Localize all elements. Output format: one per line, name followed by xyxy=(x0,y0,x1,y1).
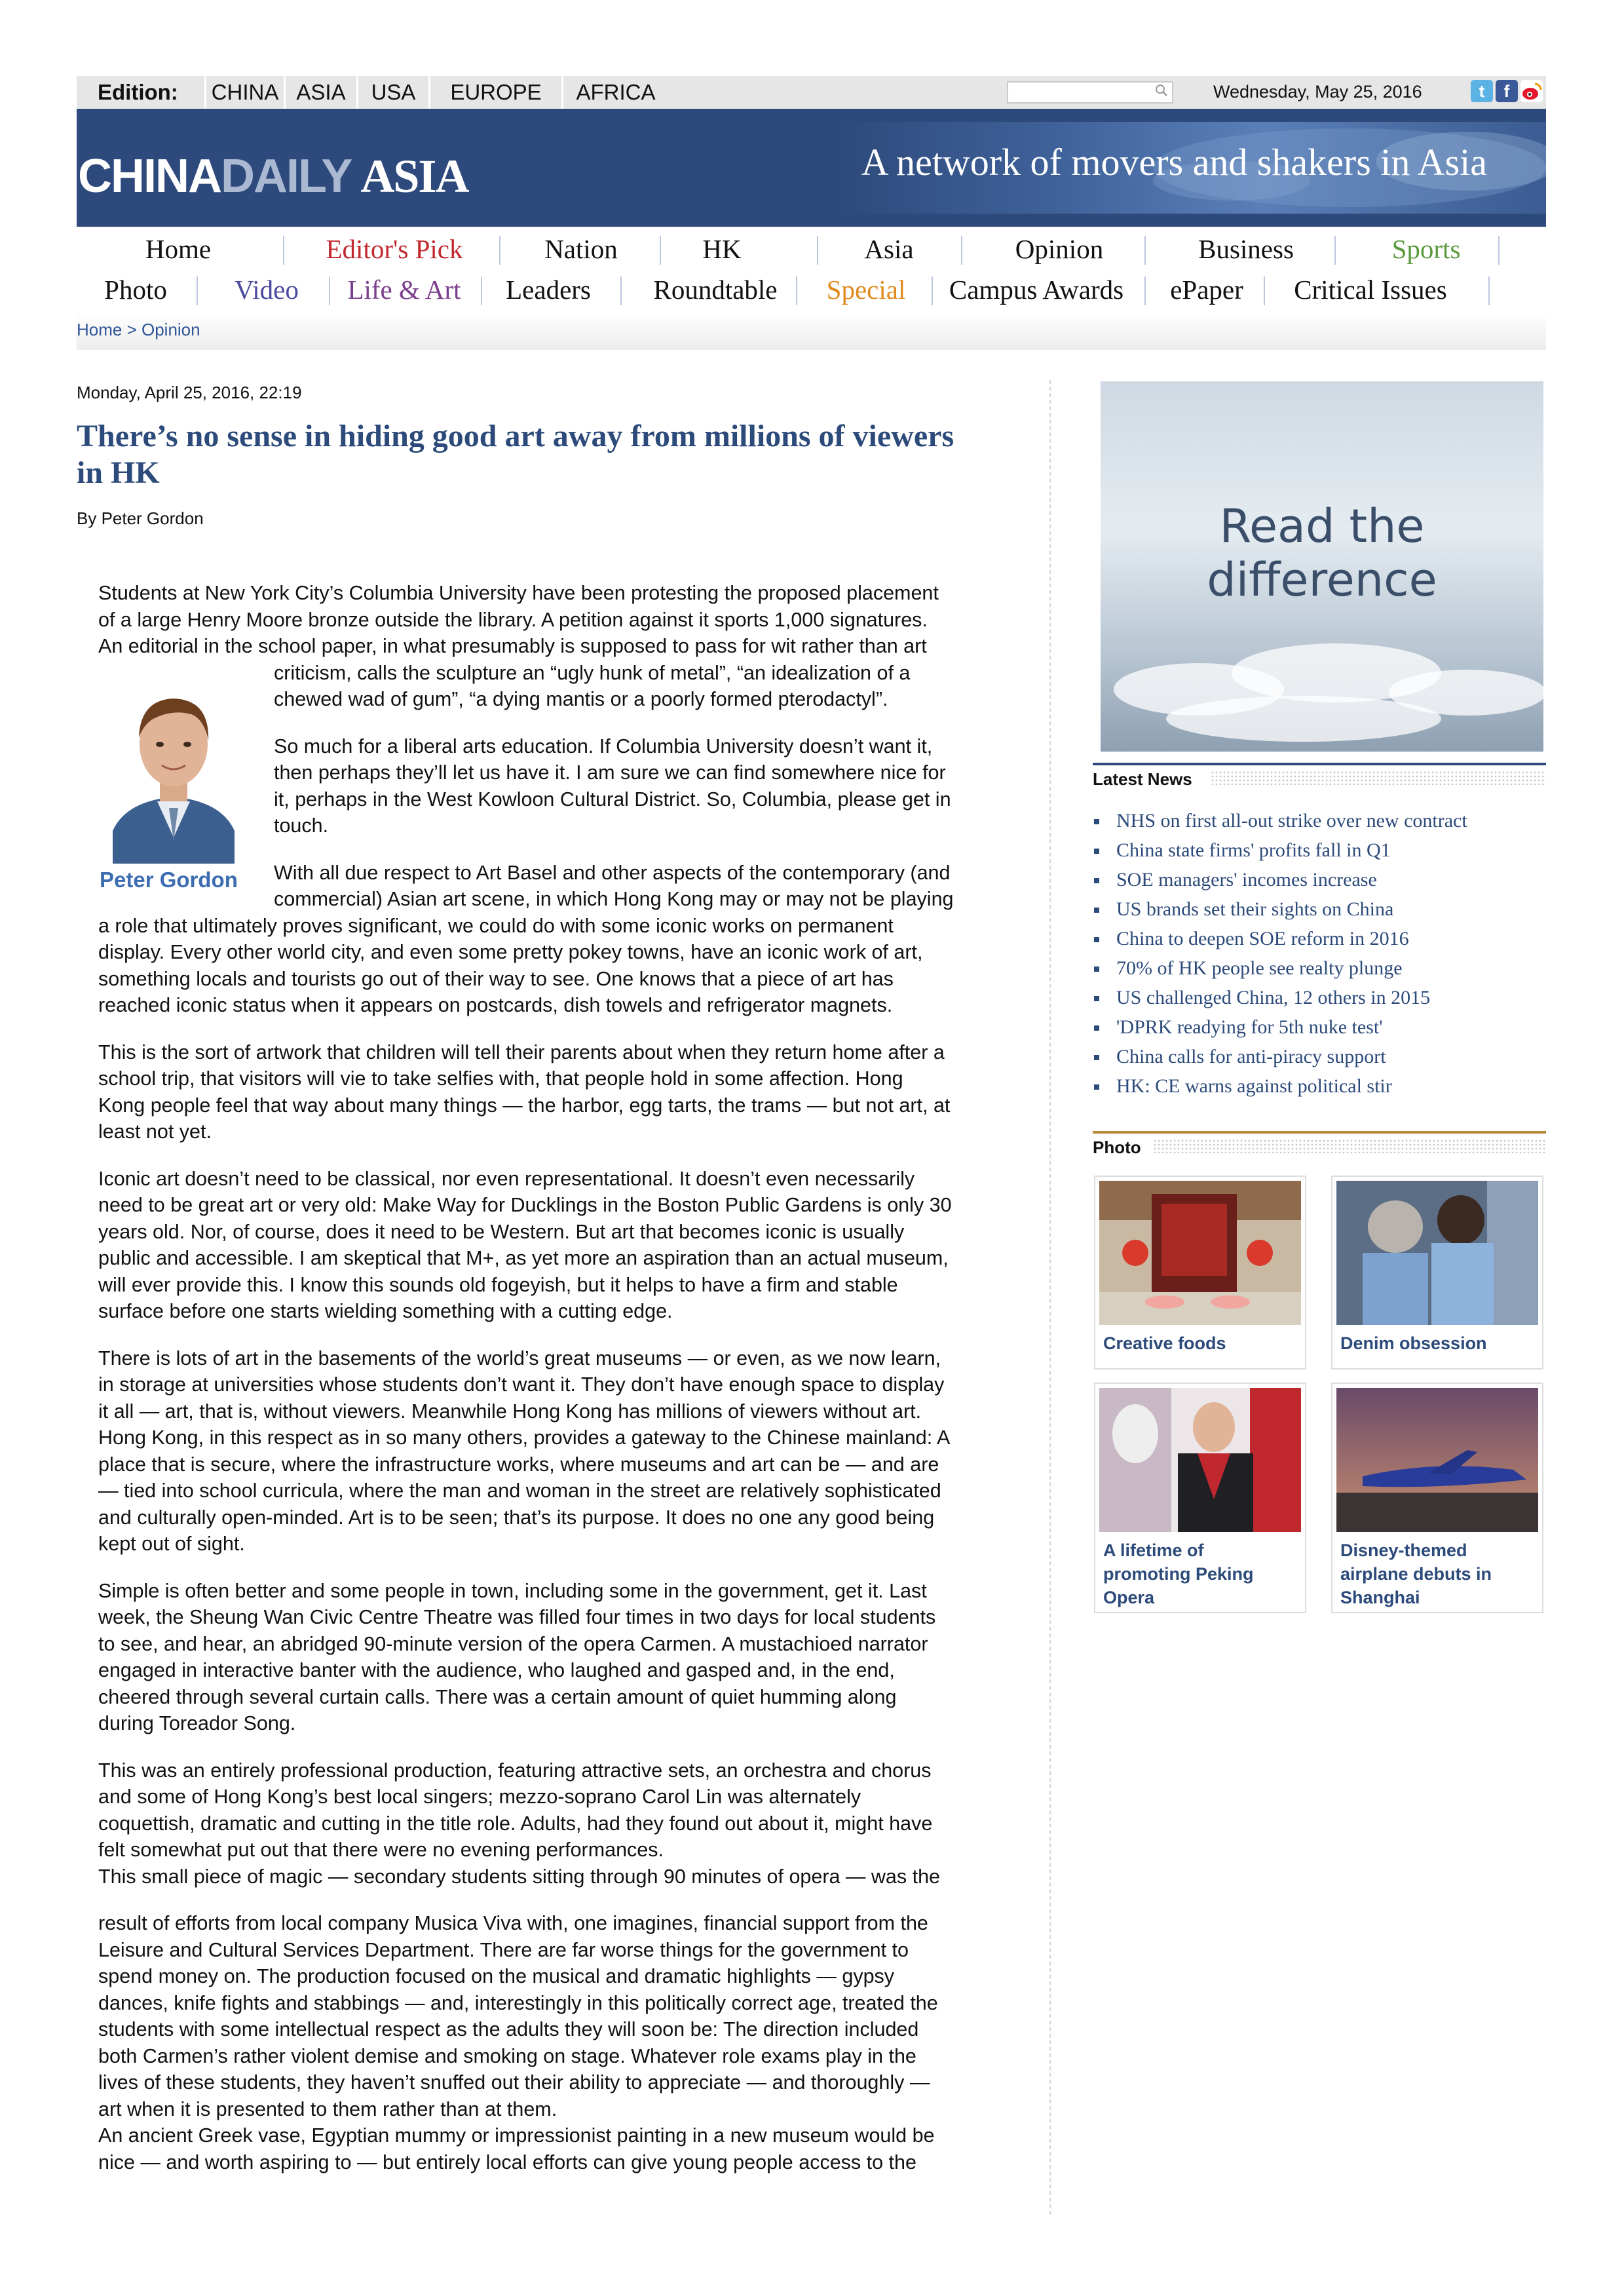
latest-news-link[interactable]: 'DPRK readying for 5th nuke test' xyxy=(1116,1016,1383,1038)
author-name: Peter Gordon xyxy=(100,868,238,892)
logo-asia: ASIA xyxy=(360,150,468,202)
nav-opinion[interactable]: Opinion xyxy=(1015,234,1104,264)
sidebar-advertisement[interactable] xyxy=(1101,381,1543,752)
edition-usa[interactable]: USA xyxy=(371,80,416,104)
nav-divider xyxy=(283,236,284,265)
list-bullet xyxy=(1094,937,1099,942)
weibo-icon[interactable] xyxy=(1520,80,1543,102)
article-text-line: This small piece of magic — secondary students sitting through 90 minutes of opera — was the xyxy=(98,1865,941,1888)
latest-news-link[interactable]: 70% of HK people see realty plunge xyxy=(1116,957,1403,979)
photo-card[interactable] xyxy=(1331,1383,1543,1613)
article-text-line: Kong people feel that way about many things — the harbor, egg tarts, the trams — but not art, at xyxy=(98,1094,951,1117)
nav-special[interactable]: Special xyxy=(826,275,906,305)
article-text-line: surface before one starts wielding something with a cutting edge. xyxy=(98,1300,673,1322)
article-text-line: in storage at universities whose students don’t want it. They don’t have enough space to display xyxy=(98,1373,945,1396)
nav-divider xyxy=(932,277,933,305)
nav-divider xyxy=(961,236,962,265)
banner-advertisement[interactable] xyxy=(839,122,1546,214)
article-text-line: and some of Hong Kong’s best local singers; mezzo-soprano Carol Lin was alternately xyxy=(98,1786,861,1808)
article-text-line: display. Every other world city, and even some pretty pokey towns, have an iconic work of art, xyxy=(98,941,923,963)
column-divider xyxy=(1049,380,1051,2215)
article-text-line: place that is secure, where the infrastructure works, where museums and art can be — and are xyxy=(98,1453,939,1476)
article-text-line: With all due respect to Art Basel and other aspects of the contemporary (and xyxy=(274,861,951,884)
logo-daily: DAILY xyxy=(221,150,352,202)
nav-divider xyxy=(1488,277,1490,305)
list-bullet xyxy=(1094,1084,1099,1090)
nav-home[interactable]: Home xyxy=(145,234,212,264)
article-text-line: coquettish, dramatic and cutting in the title role. Adults, had they found out about it, might have xyxy=(98,1812,933,1835)
list-bullet xyxy=(1094,908,1099,913)
heading-dots xyxy=(1211,771,1546,785)
nav-epaper[interactable]: ePaper xyxy=(1170,275,1243,305)
edition-bar xyxy=(77,76,1546,109)
article-text-line: school trip, that visitors will vie to take selfies with, that people hold in some affection. Hong xyxy=(98,1067,903,1090)
edition-europe[interactable]: EUROPE xyxy=(450,80,542,104)
logo-china: CHINA xyxy=(78,150,221,202)
article-text-line: cheered through several curtain calls. There was a certain amount of quiet humming along xyxy=(98,1685,897,1708)
nav-business[interactable]: Business xyxy=(1198,234,1294,264)
nav-editors-pick[interactable]: Editor's Pick xyxy=(326,234,463,264)
nav-divider xyxy=(481,277,482,305)
banner-ad-text: A network of movers and shakers in Asia xyxy=(861,141,1487,183)
article-text-line: So much for a liberal arts education. If Columbia University doesn’t want it, xyxy=(274,735,933,757)
nav-divider xyxy=(1264,277,1265,305)
article-title xyxy=(77,418,994,491)
nav-divider xyxy=(660,236,661,265)
latest-news-heading: Latest News xyxy=(1093,769,1192,789)
ad-text: Read the difference xyxy=(1207,499,1437,607)
article-text-line: Iconic art doesn’t need to be classical, nor even representational. It doesn’t even necessarily xyxy=(98,1167,915,1190)
article-text-line: it, perhaps in the West Kowloon Cultural District. So, Columbia, please get in xyxy=(274,788,951,811)
article-title-line: in HK xyxy=(77,455,160,490)
article-text-line: Leisure and Cultural Services Department. There are far worse things for the government to xyxy=(98,1938,909,1961)
denim-obsession-photo xyxy=(1336,1181,1538,1325)
heading-dots xyxy=(1153,1139,1546,1153)
edition-africa[interactable]: AFRICA xyxy=(576,80,656,104)
list-bullet xyxy=(1094,849,1099,854)
article-text-line: commercial) Asian art scene, in which Hong Kong may or may not be playing xyxy=(274,888,954,910)
nav-asia[interactable]: Asia xyxy=(864,234,914,264)
article-text-line: years old. Nor, of course, does it need to be Western. But art that becomes iconic is usually xyxy=(98,1220,905,1243)
creative-foods-photo xyxy=(1099,1181,1301,1325)
article-text-line: engaged in interactive banter with the audience, who laughed and gasped and, in the end, xyxy=(98,1659,895,1681)
article-text-line: lives of these students, they haven’t snuffed out their ability to appreciate — and thoroughly — xyxy=(98,2071,930,2094)
article-text-line: reached iconic status when it appears on postcards, dish towels and refrigerator magnets. xyxy=(98,994,893,1016)
latest-news-link[interactable]: US brands set their sights on China xyxy=(1116,898,1394,920)
article-text-line: to see, and hear, an abridged 90-minute version of the opera Carmen. A mustachioed narrator xyxy=(98,1632,928,1655)
article-date: Monday, April 25, 2016, 22:19 xyxy=(77,383,302,402)
article-text-line: something locals and tourists go out of their way to see. One knows that a piece of art has xyxy=(98,967,894,990)
facebook-icon[interactable]: f xyxy=(1496,80,1518,102)
latest-news-link[interactable]: SOE managers' incomes increase xyxy=(1116,869,1377,890)
nav-divider xyxy=(620,277,622,305)
photo-rule xyxy=(1093,1131,1546,1134)
article-text-line: then perhaps they’ll let us have it. I am sure we can find somewhere nice for xyxy=(274,761,946,784)
article-text-line: and culturally open-minded. Art is to be seen; that’s its purpose. It does no one any good being xyxy=(98,1506,935,1529)
author-photo xyxy=(100,667,248,864)
photo-caption[interactable]: Disney-themed airplane debuts in Shanghai xyxy=(1340,1540,1492,1607)
latest-news-link[interactable]: US challenged China, 12 others in 2015 xyxy=(1116,987,1431,1008)
photo-card[interactable] xyxy=(1331,1176,1543,1369)
main-nav-primary xyxy=(77,233,1546,273)
article-text-line: — tied into school curricula, where the man and woman in the street are relatively sophisticated xyxy=(98,1480,941,1502)
article-text-line: nice — and worth aspiring to — but entirely local efforts can give young people access to the xyxy=(98,2151,916,2173)
nav-nation[interactable]: Nation xyxy=(544,234,618,264)
search-icon[interactable] xyxy=(1155,84,1168,97)
nav-leaders[interactable]: Leaders xyxy=(506,275,591,305)
article-text-line: of a large Henry Moore bronze outside the library. A petition against it sports 1,000 signatures. xyxy=(98,608,928,631)
nav-divider xyxy=(499,236,500,265)
nav-campus-awards[interactable]: Campus Awards xyxy=(949,275,1124,305)
nav-divider xyxy=(796,277,797,305)
article-text-line: An editorial in the school paper, in what presumably is supposed to pass for wit rather than art xyxy=(98,635,927,657)
photo-caption[interactable]: A lifetime of promoting Peking Opera xyxy=(1103,1540,1254,1607)
latest-news-link[interactable]: China state firms' profits fall in Q1 xyxy=(1116,839,1391,861)
twitter-icon[interactable]: t xyxy=(1471,80,1493,102)
latest-news-rule xyxy=(1093,763,1546,765)
current-date: Wednesday, May 25, 2016 xyxy=(1213,82,1422,102)
photo-caption[interactable]: Denim obsession xyxy=(1340,1333,1487,1353)
article-text-line: a role that ultimately proves significant, we could do with some iconic works on permanent xyxy=(98,914,894,937)
list-bullet xyxy=(1094,819,1099,824)
article-text-line: felt somewhat put out that there were no evening performances. xyxy=(98,1839,664,1861)
photo-heading: Photo xyxy=(1093,1138,1141,1157)
article-text-line: least not yet. xyxy=(98,1120,212,1143)
photo-caption[interactable]: Creative foods xyxy=(1103,1333,1226,1353)
photo-card[interactable] xyxy=(1094,1383,1306,1613)
edition-label: Edition: xyxy=(98,80,178,104)
latest-news-link[interactable]: NHS on first all-out strike over new contract xyxy=(1116,810,1467,832)
nav-critical-issues[interactable]: Critical Issues xyxy=(1294,275,1447,305)
article-text-line: chewed wad of gum”, “a dying mantis or a poorly formed pterodactyl”. xyxy=(274,688,888,710)
site-banner xyxy=(77,109,1546,227)
article-text-line: An ancient Greek vase, Egyptian mummy or impressionist painting in a new museum would be xyxy=(98,2124,935,2147)
article-byline: By Peter Gordon xyxy=(77,508,204,528)
search-input[interactable] xyxy=(1007,81,1173,104)
article-text-line: during Toreador Song. xyxy=(98,1712,296,1734)
article-text-line: criticism, calls the sculpture an “ugly hunk of metal”, “an idealization of a xyxy=(274,661,911,684)
photo-card[interactable] xyxy=(1094,1176,1306,1369)
peking-opera-photo xyxy=(1099,1388,1301,1532)
latest-news-link[interactable]: HK: CE warns against political stir xyxy=(1116,1075,1392,1097)
latest-news-link[interactable]: China to deepen SOE reform in 2016 xyxy=(1116,928,1409,949)
article-text-line: touch. xyxy=(274,814,329,837)
article-title-line: There’s no sense in hiding good art away from millions of viewers xyxy=(77,419,954,453)
latest-news-link[interactable]: China calls for anti-piracy support xyxy=(1116,1046,1386,1067)
article-text-line: students with some intellectual respect as the adults they will soon be: The direction included xyxy=(98,2018,919,2040)
article-text-line: This was an entirely professional production, featuring attractive sets, an orchestra and chorus xyxy=(98,1759,932,1782)
nav-divider xyxy=(329,277,330,305)
list-bullet xyxy=(1094,966,1099,972)
article-text-line: dances, knife fights and stabbings — and, interestingly in this politically correct age, treated the xyxy=(98,1991,938,2014)
nav-photo[interactable]: Photo xyxy=(104,275,167,305)
article-text-line: This is the sort of artwork that children will tell their parents about when they return home after a xyxy=(98,1041,945,1063)
nav-divider xyxy=(1144,236,1146,265)
edition-china[interactable]: CHINA xyxy=(211,80,279,104)
nav-divider xyxy=(817,236,818,265)
disney-airplane-photo xyxy=(1336,1388,1538,1532)
list-bullet xyxy=(1094,878,1099,883)
nav-life-art[interactable]: Life & Art xyxy=(347,275,461,305)
site-logo[interactable] xyxy=(78,149,468,204)
nav-divider xyxy=(197,277,198,305)
list-bullet xyxy=(1094,1025,1099,1031)
article-text-line: spend money on. The production focused on the musical and dramatic highlights — gypsy xyxy=(98,1965,895,1987)
article-text-line: Simple is often better and some people in town, including some in the government, get it. Last xyxy=(98,1579,927,1602)
nav-video[interactable]: Video xyxy=(235,275,299,305)
nav-divider xyxy=(1144,277,1146,305)
nav-hk[interactable]: HK xyxy=(702,234,742,264)
edition-asia[interactable]: ASIA xyxy=(296,80,346,104)
article-text-line: both Carmen’s rather violent demise and smoking on stage. Whatever role exams play in the xyxy=(98,2044,916,2067)
article-text-line: result of efforts from local company Musica Viva with, one imagines, financial support from the xyxy=(98,1912,928,1934)
list-bullet xyxy=(1094,996,1099,1001)
breadcrumb-links[interactable]: Home > Opinion xyxy=(77,320,200,339)
nav-divider xyxy=(1498,236,1500,265)
article-text-line: art when it is presented to them rather than at them. xyxy=(98,2097,557,2120)
nav-divider xyxy=(1334,236,1336,265)
article-text-line: public and accessible. I am skeptical that M+, as yet more an aspiration than an actual museum, xyxy=(98,1247,949,1269)
main-nav-secondary xyxy=(77,274,1546,313)
article-text-line: Students at New York City’s Columbia University have been protesting the proposed placement xyxy=(98,582,939,604)
article-text-line: it all — art, that is, without viewers. Meanwhile Hong Kong has millions of viewers without art. xyxy=(98,1400,922,1423)
article-text-line: week, the Sheung Wan Civic Centre Theatre was filled four times in two days for local students xyxy=(98,1606,936,1628)
article-text-line: kept out of sight. xyxy=(98,1533,245,1555)
breadcrumb xyxy=(77,313,1546,350)
nav-sports[interactable]: Sports xyxy=(1391,234,1461,264)
article-text-line: There is lots of art in the basements of the world’s great museums — or even, as we now learn, xyxy=(98,1347,941,1369)
article-text-line: need to be great art or very old: Make Way for Ducklings in the Boston Public Gardens is only 30 xyxy=(98,1194,952,1216)
nav-roundtable[interactable]: Roundtable xyxy=(653,275,778,305)
list-bullet xyxy=(1094,1055,1099,1060)
article-text-line: Hong Kong, in this respect as in so many others, provides a gateway to the Chinese mainland: A xyxy=(98,1426,951,1449)
article-text-line: will ever provide this. I know this sounds old fogeyish, but it helps to have a firm and stable xyxy=(98,1273,898,1296)
